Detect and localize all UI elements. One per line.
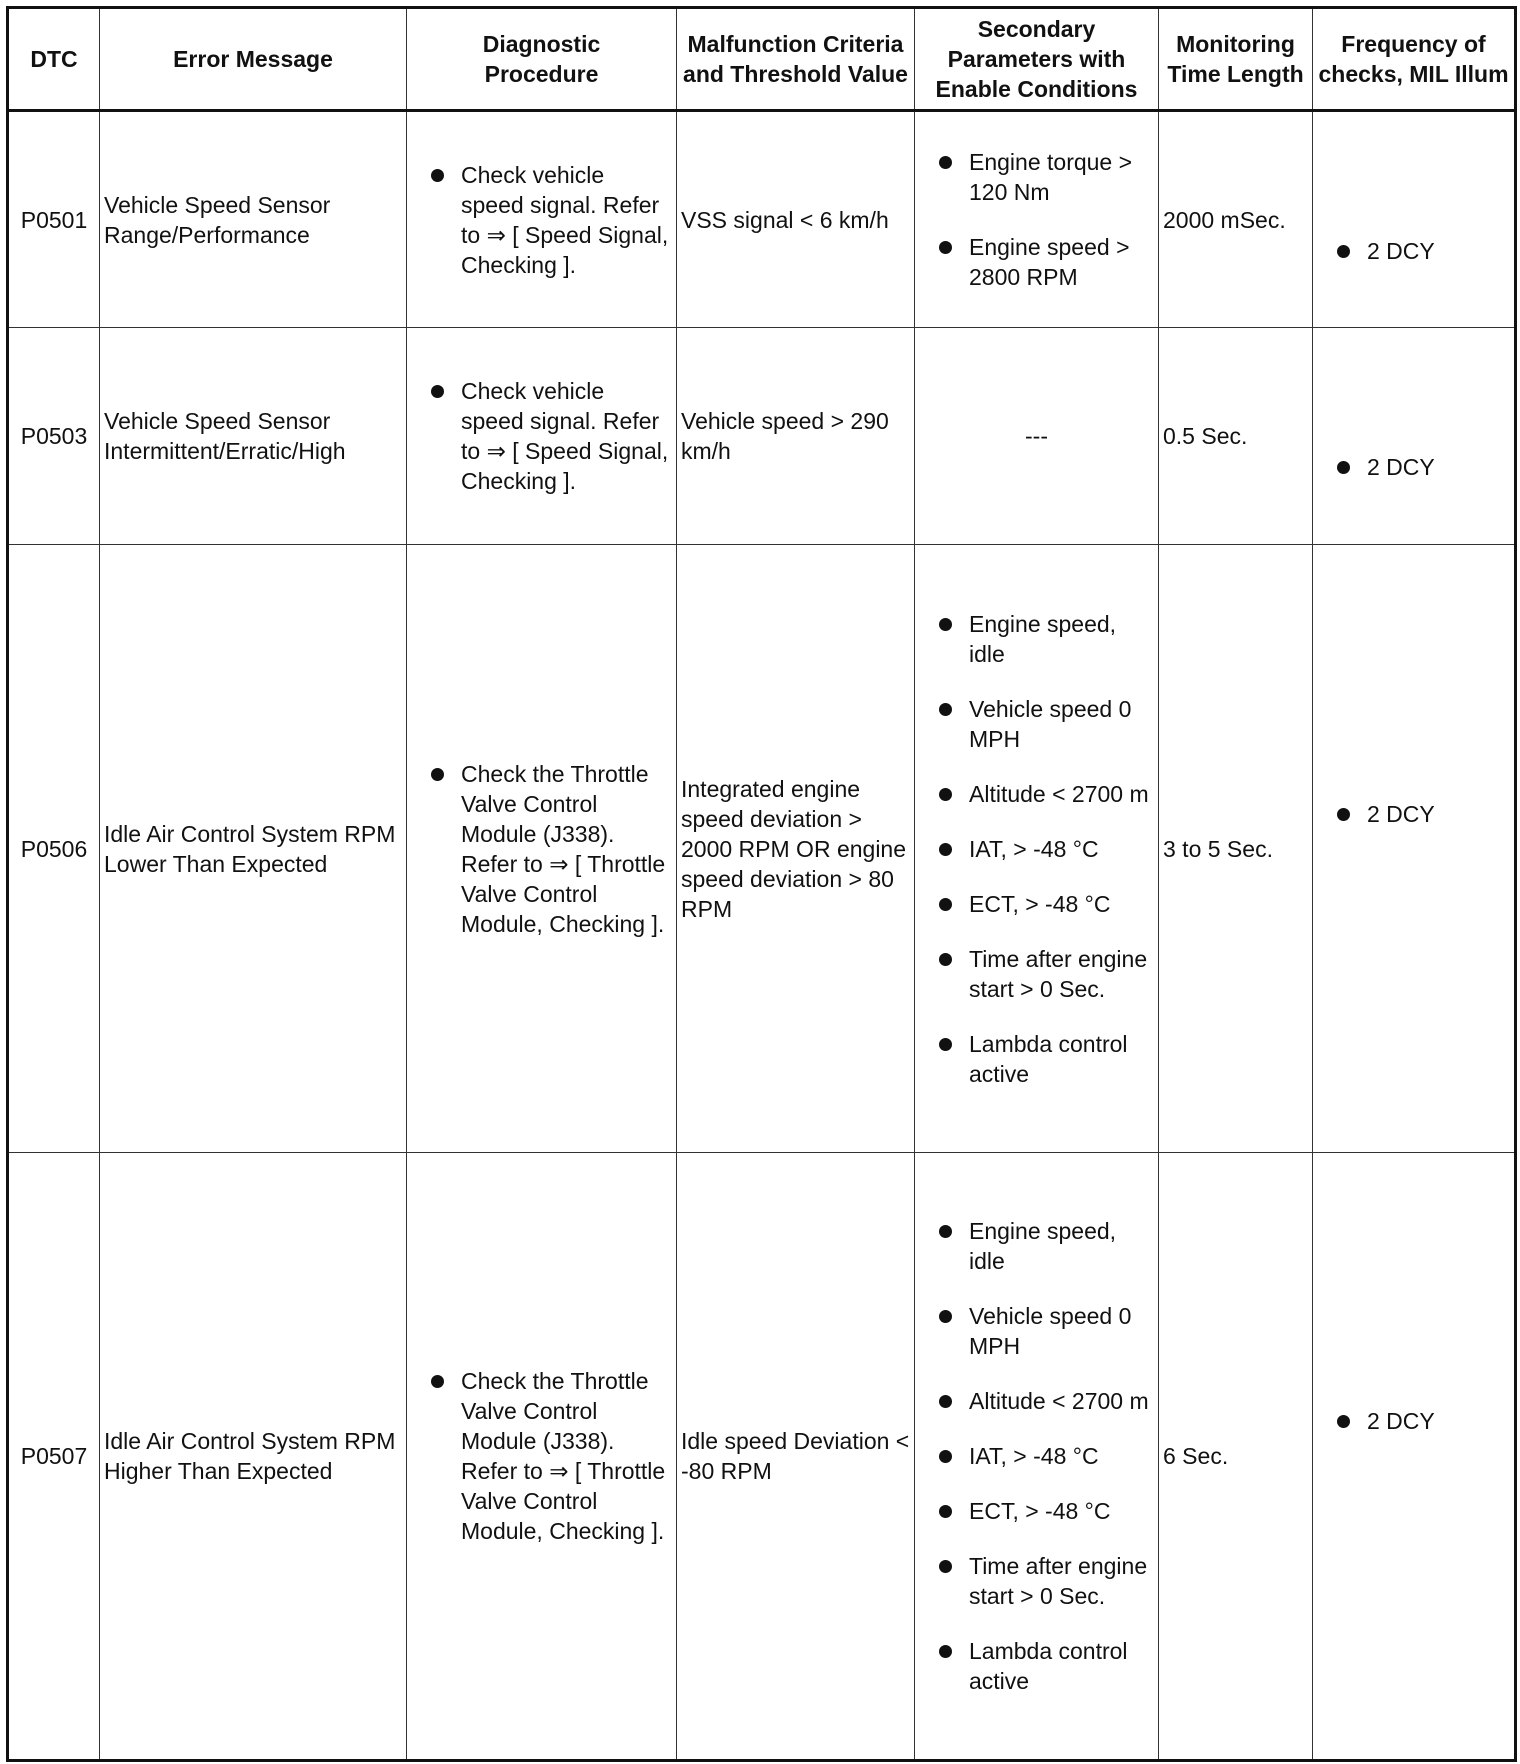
dtc-code: P0507 — [8, 1153, 100, 1761]
frequency — [1313, 545, 1516, 1153]
header-error-message: Error Message — [100, 8, 407, 111]
dtc-code: P0501 — [8, 111, 100, 328]
header-monitoring-time: Monitoring Time Length — [1159, 8, 1313, 111]
secondary-item: Lambda control active — [919, 1636, 1154, 1696]
secondary-parameters — [915, 1153, 1159, 1761]
header-dtc: DTC — [8, 8, 100, 111]
secondary-item: IAT, > -48 °C — [919, 834, 1154, 864]
table-row — [8, 111, 1516, 328]
header-diagnostic-procedure: Diagnostic Procedure — [407, 8, 677, 111]
secondary-item: Altitude < 2700 m — [919, 779, 1154, 809]
table-row — [8, 1153, 1516, 1761]
frequency-item: 2 DCY — [1317, 1406, 1510, 1436]
secondary-item: ECT, > -48 °C — [919, 889, 1154, 919]
malfunction-criteria: Vehicle speed > 290 km/h — [677, 328, 915, 545]
dtc-table — [6, 6, 1517, 1762]
frequency — [1313, 328, 1516, 545]
header-row — [8, 8, 1516, 111]
procedure-item: Check the Throttle Valve Control Module (J338). Refer to ⇒ [ Throttle Valve Control Module, Checking ]. — [411, 1366, 672, 1546]
dtc-code: P0503 — [8, 328, 100, 545]
procedure-item: Check vehicle speed signal. Refer to ⇒ [ Speed Signal, Checking ]. — [411, 160, 672, 280]
frequency — [1313, 1153, 1516, 1761]
dtc-code: P0506 — [8, 545, 100, 1153]
secondary-parameters — [915, 111, 1159, 328]
secondary-item: Engine speed > 2800 RPM — [919, 232, 1154, 292]
error-message: Idle Air Control System RPM Lower Than Expected — [100, 545, 407, 1153]
frequency-item: 2 DCY — [1317, 236, 1510, 266]
monitoring-time: 6 Sec. — [1159, 1153, 1313, 1761]
frequency-item: 2 DCY — [1317, 452, 1510, 482]
malfunction-criteria: Integrated engine speed deviation > 2000 RPM OR engine speed deviation > 80 RPM — [677, 545, 915, 1153]
malfunction-criteria: Idle speed Deviation < -80 RPM — [677, 1153, 915, 1761]
header-malfunction-criteria: Malfunction Criteria and Threshold Value — [677, 8, 915, 111]
secondary-item: Time after engine start > 0 Sec. — [919, 1551, 1154, 1611]
secondary-item: Vehicle speed 0 MPH — [919, 1301, 1154, 1361]
frequency — [1313, 111, 1516, 328]
diagnostic-procedure — [407, 545, 677, 1153]
secondary-item: Vehicle speed 0 MPH — [919, 694, 1154, 754]
monitoring-time: 2000 mSec. — [1159, 111, 1313, 328]
table-row — [8, 328, 1516, 545]
secondary-item: Time after engine start > 0 Sec. — [919, 944, 1154, 1004]
secondary-item: Engine speed, idle — [919, 609, 1154, 669]
error-message: Vehicle Speed Sensor Intermittent/Erratic/High — [100, 328, 407, 545]
monitoring-time: 3 to 5 Sec. — [1159, 545, 1313, 1153]
frequency-item: 2 DCY — [1317, 799, 1510, 829]
secondary-item: Lambda control active — [919, 1029, 1154, 1089]
secondary-item: Engine torque > 120 Nm — [919, 147, 1154, 207]
error-message: Vehicle Speed Sensor Range/Performance — [100, 111, 407, 328]
table-row — [8, 545, 1516, 1153]
procedure-item: Check the Throttle Valve Control Module (J338). Refer to ⇒ [ Throttle Valve Control Module, Checking ]. — [411, 759, 672, 939]
monitoring-time: 0.5 Sec. — [1159, 328, 1313, 545]
secondary-item: Altitude < 2700 m — [919, 1386, 1154, 1416]
secondary-item: ECT, > -48 °C — [919, 1496, 1154, 1526]
diagnostic-procedure — [407, 328, 677, 545]
header-secondary-parameters: Secondary Parameters with Enable Conditions — [915, 8, 1159, 111]
secondary-item: Engine speed, idle — [919, 1216, 1154, 1276]
secondary-parameters — [915, 545, 1159, 1153]
secondary-item: IAT, > -48 °C — [919, 1441, 1154, 1471]
malfunction-criteria: VSS signal < 6 km/h — [677, 111, 915, 328]
procedure-item: Check vehicle speed signal. Refer to ⇒ [ Speed Signal, Checking ]. — [411, 376, 672, 496]
diagnostic-procedure — [407, 111, 677, 328]
secondary-parameters: --- — [915, 328, 1159, 545]
error-message: Idle Air Control System RPM Higher Than Expected — [100, 1153, 407, 1761]
header-frequency: Frequency of checks, MIL Illum — [1313, 8, 1516, 111]
diagnostic-procedure — [407, 1153, 677, 1761]
